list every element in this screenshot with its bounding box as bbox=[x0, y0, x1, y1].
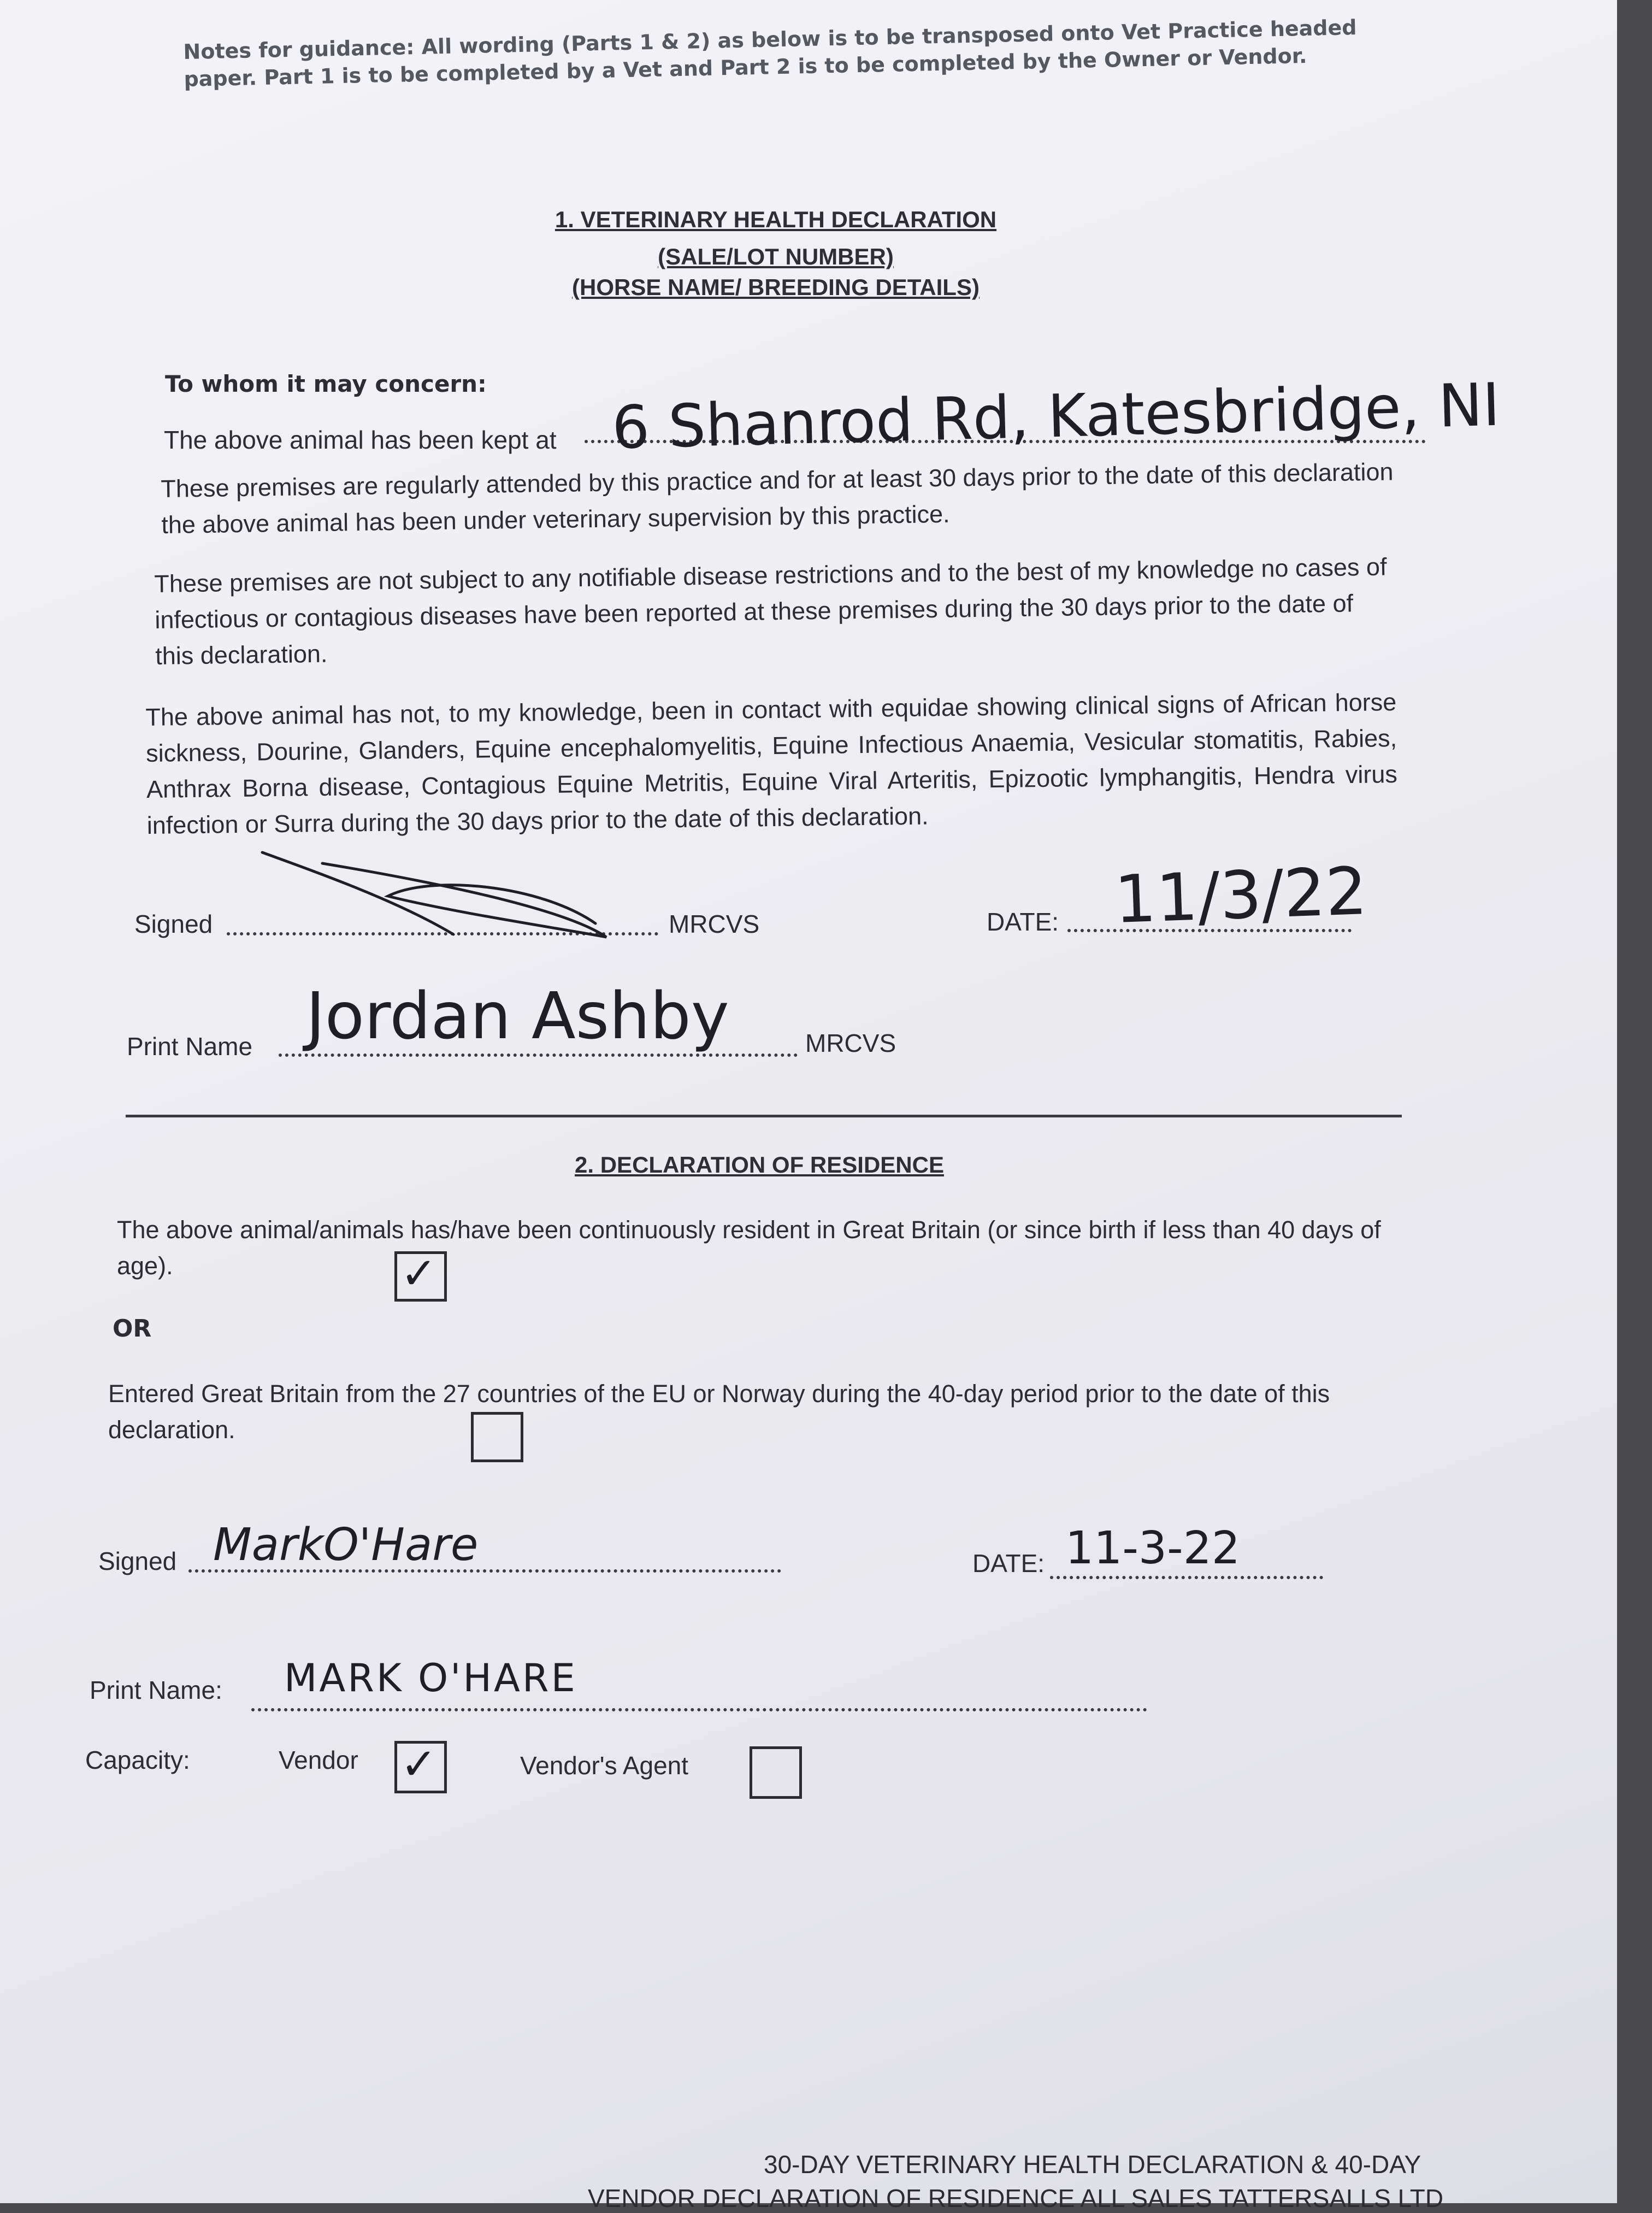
part1-paragraph-contact: The above animal has not, to my knowledge, been in contact with equidae showing clinical signs of African horse sickness, Dourine, Glanders, Equine encephalomyelitis, Equine Infectious Anaemia, Vesicular stomatitis, Rabies, Anthrax Borna disease, Contagious Equine Metritis, Equine Viral Arteritis, Epizootic lymphangitis, Hendra virus infection or Surra during the 30 days prior to the date of this declaration. bbox=[145, 688, 1398, 839]
vendor-print-name-dotted-line bbox=[251, 1708, 1147, 1711]
vendors-agent-checkbox[interactable] bbox=[750, 1746, 802, 1799]
resident-checkbox[interactable] bbox=[394, 1251, 447, 1302]
check-icon: ✓ bbox=[400, 1740, 438, 1788]
footer-line-1: 30-DAY VETERINARY HEALTH DECLARATION & 40-DAY bbox=[764, 2150, 1421, 2179]
vet-date-label: DATE: bbox=[987, 908, 1059, 936]
vendor-checkbox[interactable] bbox=[394, 1741, 447, 1793]
entered-checkbox[interactable] bbox=[471, 1412, 523, 1462]
part1-title: 1. VETERINARY HEALTH DECLARATION bbox=[554, 207, 997, 232]
vendor-print-name-label: Print Name: bbox=[90, 1676, 222, 1704]
vendors-agent-option-label: Vendor's Agent bbox=[520, 1751, 689, 1780]
part2-paragraph-entered: Entered Great Britain from the 27 countries of the EU or Norway during the 40-day period prior to the date of this declaration. bbox=[108, 1380, 1330, 1444]
vet-print-name-label: Print Name bbox=[127, 1032, 253, 1061]
vet-signed-label: Signed bbox=[134, 910, 213, 938]
vendor-print-name-value: MARK O'HARE bbox=[284, 1656, 577, 1700]
kept-at-label: The above animal has been kept at bbox=[164, 426, 557, 454]
vendor-signature-value: MarkO'Hare bbox=[213, 1519, 479, 1571]
vet-print-name-dotted-line bbox=[279, 1053, 798, 1057]
vet-mrcvs-label-2: MRCVS bbox=[805, 1029, 896, 1057]
salutation: To whom it may concern: bbox=[165, 370, 487, 397]
or-label: OR bbox=[113, 1315, 152, 1343]
check-icon: ✓ bbox=[400, 1249, 438, 1298]
vendor-date-dotted-line bbox=[1050, 1576, 1323, 1579]
capacity-label: Capacity: bbox=[85, 1746, 190, 1774]
part1-subtitle-sale-lot: (SALE/LOT NUMBER) bbox=[658, 244, 894, 269]
vet-mrcvs-label: MRCVS bbox=[669, 910, 760, 938]
vet-date-value: 11/3/22 bbox=[1113, 853, 1368, 939]
vendor-option-label: Vendor bbox=[279, 1746, 358, 1774]
part1-paragraph-restrictions: These premises are not subject to any notifiable disease restrictions and to the best of my knowledge no cases of infectious or contagious diseases have been reported at these premises during the 30 days prior to the date of this declaration. bbox=[154, 552, 1387, 670]
guidance-notes: Notes for guidance: All wording (Parts 1 & 2) as below is to be transposed onto Vet Practice headed paper. Part 1 is to be completed by a Vet and Part 2 is to be completed by the Owner or Vendor. bbox=[183, 15, 1357, 91]
part1-paragraph-supervision: These premises are regularly attended by this practice and for at least 30 days prior to the date of this declaration the above animal has been under veterinary supervision by this practice. bbox=[161, 457, 1394, 539]
part1-subtitle-horse-name: (HORSE NAME/ BREEDING DETAILS) bbox=[572, 274, 980, 300]
part2-paragraph-resident: The above animal/animals has/have been continuously resident in Great Britain (or since birth if less than 40 days of age). bbox=[117, 1216, 1381, 1280]
vendor-signed-label: Signed bbox=[98, 1547, 177, 1575]
vet-print-name-value: Jordan Ashby bbox=[306, 978, 729, 1053]
vendor-date-value: 11-3-22 bbox=[1065, 1522, 1241, 1574]
section-divider bbox=[126, 1115, 1402, 1117]
part2-title: 2. DECLARATION OF RESIDENCE bbox=[575, 1152, 944, 1178]
vendor-date-label: DATE: bbox=[972, 1549, 1045, 1578]
footer-line-2: VENDOR DECLARATION OF RESIDENCE ALL SALES TATTERSALLS LTD bbox=[588, 2184, 1444, 2212]
kept-at-value: 6 Shanrod Rd, Katesbridge, NI bbox=[611, 370, 1501, 463]
vet-signature-scribble bbox=[257, 841, 639, 951]
